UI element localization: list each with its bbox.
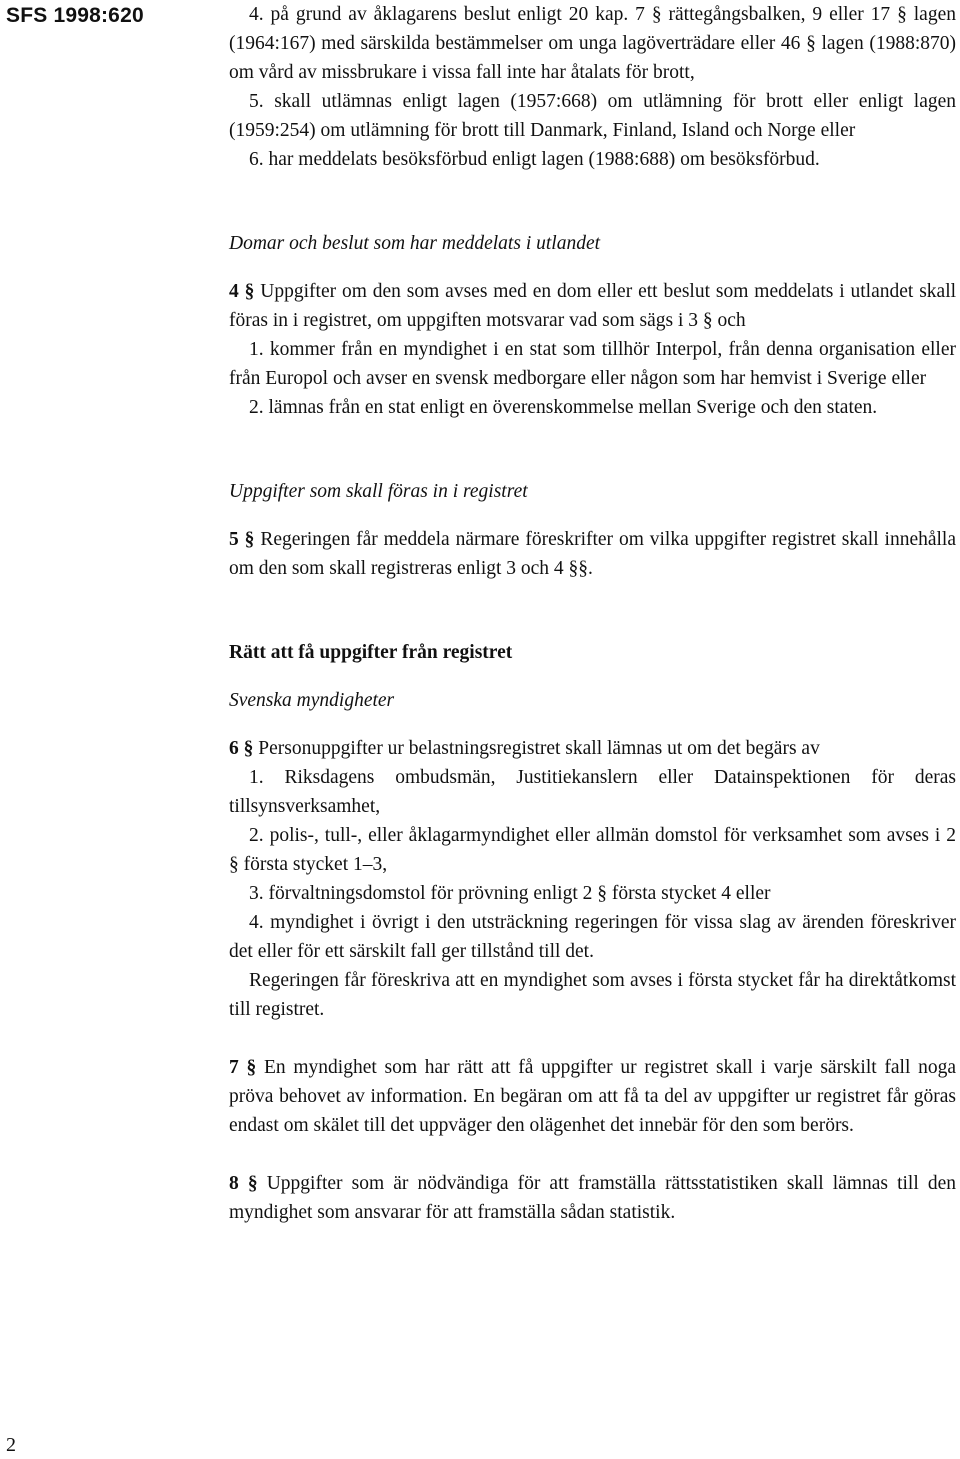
list-item: 4. på grund av åklagarens beslut enligt 20 kap. 7 § rättegångsbalken, 9 eller 17 § lagen (1964:167) med särskilda bestämmelser om unga lagöverträdare eller 46 § lagen (1988:870) om vård av missbrukare i vissa fall inte har åtalats för brott, <box>229 4 956 83</box>
subheading-swedish-authorities: Svenska myndigheter <box>229 690 395 711</box>
list-item: 2. polis-, tull-, eller åklagarmyndighet eller allmän domstol för verksamhet som avses i 2 § första stycket 1–3, <box>229 825 956 875</box>
section-heading-register: Uppgifter som skall föras in i registret <box>229 481 528 502</box>
list-item: 4. myndighet i övrigt i den utsträckning regeringen för vissa slag av ärenden föreskriver det eller för ett särskilt fall ger tillstånd till det. <box>229 912 956 962</box>
document-body <box>229 0 956 1227</box>
paragraph-6b: Regeringen får föreskriva att en myndighet som avses i första stycket får ha direktåtkomst till registret. <box>229 970 956 1020</box>
paragraph-text: Uppgifter om den som avses med en dom eller ett beslut som meddelats i utlandet skall föras in i registret, om uppgiften motsvarar vad som sägs i 3 § och <box>229 281 957 331</box>
paragraph-5 <box>229 525 956 583</box>
section-number: 8 § <box>229 1173 258 1194</box>
paragraph-text: Uppgifter som är nödvändiga för att framställa rättsstatistiken skall lämnas till den myndighet som ansvarar för att framställa sådan statistik. <box>229 1173 957 1223</box>
list-item: 1. Riksdagens ombudsmän, Justitiekanslern eller Datainspektionen för deras tillsynsverksamhet, <box>229 767 956 817</box>
paragraph-7 <box>229 1053 956 1140</box>
paragraph-6 <box>229 734 956 763</box>
paragraph-text: Regeringen får meddela närmare föreskrifter om vilka uppgifter registret skall innehålla om den som skall registreras enligt 3 och 4 §§. <box>229 529 957 579</box>
section-heading-foreign: Domar och beslut som har meddelats i utlandet <box>229 233 601 254</box>
section-number: 4 § <box>229 281 255 302</box>
list-item: 6. har meddelats besöksförbud enligt lagen (1988:688) om besöksförbud. <box>249 149 820 170</box>
sfs-number: SFS 1998:620 <box>6 4 144 27</box>
section-number: 5 § <box>229 529 255 550</box>
list-item: 5. skall utlämnas enligt lagen (1957:668) om utlämning för brott eller enligt lagen (1959:254) om utlämning för brott till Danmark, Finland, Island och Norge eller <box>229 91 956 141</box>
section-number: 6 § <box>229 738 254 759</box>
page-number: 2 <box>6 1434 16 1456</box>
list-item: 3. förvaltningsdomstol för prövning enligt 2 § första stycket 4 eller <box>249 883 771 904</box>
section-heading-right: Rätt att få uppgifter från registret <box>229 642 513 663</box>
paragraph-4 <box>229 277 956 335</box>
list-item: 2. lämnas från en stat enligt en överenskommelse mellan Sverige och den staten. <box>249 397 878 418</box>
paragraph-8 <box>229 1169 956 1227</box>
paragraph-text: Personuppgifter ur belastningsregistret skall lämnas ut om det begärs av <box>258 738 820 759</box>
section-number: 7 § <box>229 1057 257 1078</box>
list-item: 1. kommer från en myndighet i en stat som tillhör Interpol, från denna organisation eller från Europol och avser en svensk medborgare eller någon som har hemvist i Sverige eller <box>229 339 956 389</box>
paragraph-text: En myndighet som har rätt att få uppgifter ur registret skall i varje särskilt fall noga pröva behovet av information. En begäran om att få ta del av uppgifter ur registret får göras endast om skälet till det uppväger den olägenhet det innebär för den som berörs. <box>229 1057 957 1136</box>
